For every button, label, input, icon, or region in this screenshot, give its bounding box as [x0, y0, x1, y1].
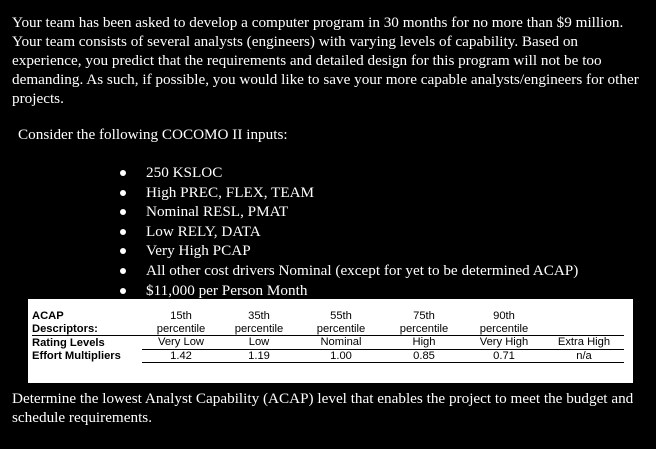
- question-paragraph: Determine the lowest Analyst Capability (ACAP) level that enables the project to meet the budget and schedule requirements.: [12, 390, 634, 427]
- bullet-icon: [120, 229, 126, 235]
- rating-levels-label: Rating Levels: [32, 336, 142, 350]
- list-item-text: High PREC, FLEX, TEAM: [146, 183, 315, 201]
- percentile-bottom-cell: [544, 323, 624, 336]
- list-item: [120, 183, 578, 203]
- effort-multiplier-cell: 0.71: [464, 349, 544, 363]
- bullet-icon: [120, 170, 126, 176]
- effort-multiplier-cell: 0.85: [384, 349, 464, 363]
- rating-level-cell: Very Low: [142, 336, 220, 350]
- effort-multiplier-cell: n/a: [544, 349, 624, 363]
- bullet-icon: [120, 268, 126, 274]
- acap-table: [32, 310, 624, 363]
- effort-multiplier-cell: 1.42: [142, 349, 220, 363]
- list-item-text: 250 KSLOC: [146, 164, 223, 181]
- acap-table-panel: [28, 299, 633, 383]
- list-item-text: Nominal RESL, PMAT: [146, 203, 289, 221]
- percentile-top-cell: 90th: [493, 310, 515, 322]
- effort-multipliers-label: Effort Multipliers: [32, 350, 121, 362]
- rating-level-cell: Very High: [464, 336, 544, 350]
- bullet-icon: [120, 288, 126, 294]
- descriptors-label: Descriptors:: [32, 322, 98, 335]
- list-item: [120, 163, 578, 183]
- list-item: [120, 222, 578, 242]
- bullet-icon: [120, 209, 126, 215]
- acap-label: ACAP: [32, 310, 64, 322]
- list-item: [120, 261, 578, 281]
- table-row: [32, 310, 624, 323]
- cocomo-inputs-list: [120, 163, 578, 300]
- list-item: [120, 202, 578, 222]
- percentile-top-cell: 55th: [330, 310, 352, 322]
- percentile-bottom-cell: percentile: [156, 322, 206, 335]
- percentile-bottom-cell: percentile: [234, 322, 284, 335]
- percentile-bottom-cell: percentile: [479, 322, 529, 335]
- rating-level-cell: Nominal: [298, 336, 384, 350]
- percentile-top-cell: [544, 310, 624, 323]
- rating-level-cell: High: [384, 336, 464, 350]
- list-item: [120, 241, 578, 261]
- percentile-top-cell: 75th: [413, 310, 435, 322]
- effort-multiplier-cell: 1.19: [220, 349, 298, 363]
- rating-level-cell: Extra High: [544, 336, 624, 350]
- table-row: [32, 349, 624, 363]
- list-item-text: $11,000 per Person Month: [146, 281, 308, 299]
- bullet-icon: [120, 248, 126, 254]
- list-item-text: All other cost drivers Nominal (except for yet to be determined ACAP): [146, 261, 579, 279]
- problem-intro-paragraph: Your team has been asked to develop a computer program in 30 months for no more than $9 million. Your team consists of several analysts (engineers) with varying levels of capability. Based on experience, you predict that the requirements and detailed design for this program will not be too demanding. As such, if possible, you would like to save your more capable analysts/engineers for other projects.: [12, 14, 639, 108]
- percentile-top-cell: 15th: [170, 310, 192, 322]
- effort-multiplier-cell: 1.00: [298, 349, 384, 363]
- list-item-text: Very High PCAP: [146, 242, 251, 260]
- rating-level-cell: Low: [220, 336, 298, 350]
- percentile-bottom-cell: percentile: [399, 322, 449, 335]
- percentile-bottom-cell: percentile: [316, 322, 366, 335]
- bullet-icon: [120, 190, 126, 196]
- cocomo-inputs-heading: Consider the following COCOMO II inputs:: [18, 126, 288, 143]
- table-row: [32, 323, 624, 336]
- list-item: [120, 281, 578, 301]
- percentile-top-cell: 35th: [248, 310, 270, 322]
- list-item-text: Low RELY, DATA: [146, 222, 261, 240]
- table-row: [32, 336, 624, 350]
